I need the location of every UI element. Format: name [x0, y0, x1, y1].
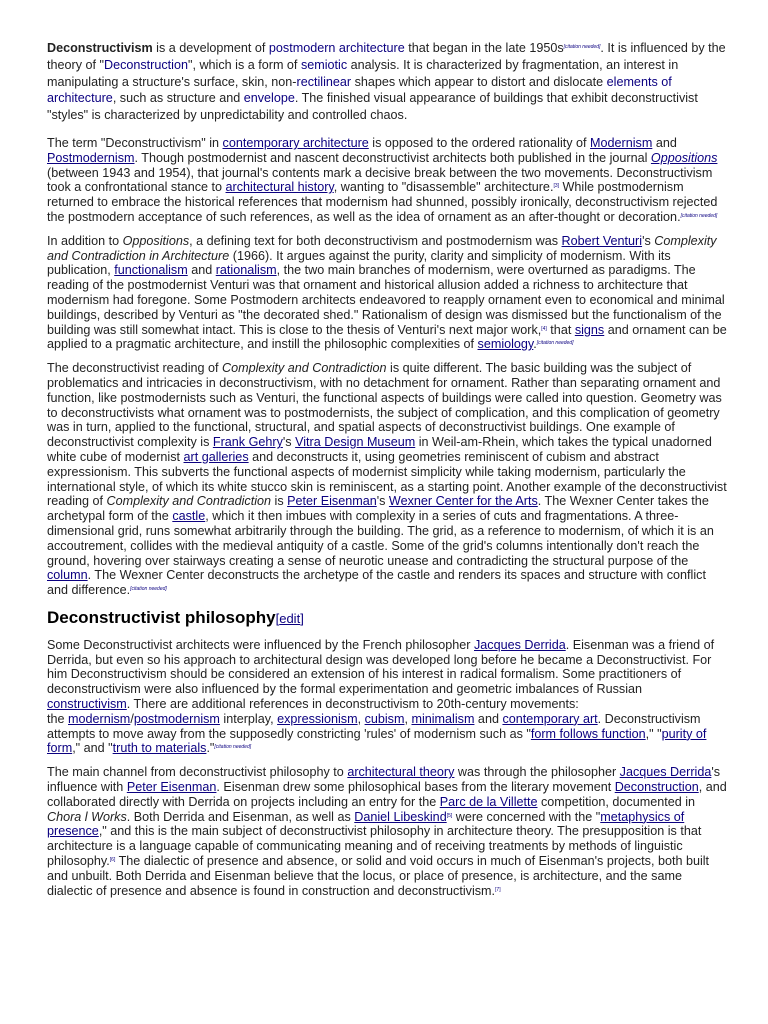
text-run: and ornament can be applied to a pragmatic architecture, and instill the philosophic complexities of [47, 322, 727, 352]
link-wexner-center[interactable]: Wexner Center for the Arts [388, 494, 538, 509]
article-term: Deconstructivism [47, 41, 153, 55]
text-run: , [357, 711, 365, 726]
text-run: is [271, 494, 288, 509]
link-cubism[interactable]: cubism [364, 711, 405, 726]
text-run: , the two main branches of modernism, were overturned as paradigms. The reading of the postmodernist Venturi was that ornament and historical allusion added a richness to architecture that modernism had foregone. Some Postmodern architects endeavored to reapply ornament even to economical and minimal buildings, described by Venturi as "the decorated shed." Rationalism of design was dismissed but the functionalism of the building was still somewhat intact. This is close to the thesis of Venturi's next major work, [47, 263, 725, 337]
link-robert-venturi[interactable]: Robert Venturi [561, 233, 643, 248]
citation-needed-tag[interactable]: [citation needed] [130, 586, 167, 593]
text-run: is opposed to the ordered rationality of [368, 135, 591, 150]
link-castle[interactable]: castle [172, 509, 206, 524]
text-run: . Eisenman was a friend of Derrida, but even so his approach to architectural design was developed long before he became a Deconstructivist. For him Deconstructivism should be considered an extension of his interest in radical formalism. Some practitioners of deconstructivism were also influenced by the formal experimentation and geometric imbalances of Russian [47, 637, 715, 697]
text-run: . Eisenman drew some philosophical bases from the literary movement [216, 780, 615, 795]
article-body [47, 40, 727, 907]
link-expressionism[interactable]: expressionism [277, 711, 358, 726]
link-contemporary-art[interactable]: contemporary art [502, 711, 598, 726]
reference-4[interactable]: [4] [541, 325, 547, 332]
citation-needed-tag[interactable]: [citation needed] [214, 744, 252, 751]
text-run: Some Deconstructivist architects were influenced by the French philosopher [47, 637, 474, 652]
text-run: the [47, 711, 69, 726]
link-metaphysics-of-presence[interactable]: metaphysics of presence [47, 809, 685, 839]
paragraph-deconstructivist-reading [47, 361, 727, 598]
text-run: analysis. It is characterized by fragmentation, an interest in manipulating a structure's surface, skin, non- [47, 57, 679, 89]
citation-needed-tag[interactable]: [citation needed] [680, 212, 718, 219]
text-run: is a development of [152, 41, 269, 55]
text-run: / [130, 711, 134, 726]
edit-label[interactable]: edit [279, 610, 301, 626]
link-daniel-libeskind[interactable]: Daniel Libeskind [354, 809, 447, 824]
text-run: (between 1943 and 1954), that journal's contents mark a decisive break between the two movements. Deconstructivism took a confrontational stance to [47, 165, 713, 195]
text-run: and [474, 711, 503, 726]
text-run: is quite different. The basic building was the subject of problematics and intricacies in deconstructivism, with no detachment for ornament. Rather than separating ornament and function, like postmodernists such as Venturi, the functional aspects of buildings were called into question. Geometry was to deconstructivists what ornament was to postmodernists, the subject of complication, and this complication of geometry was in turn, applied to the functional, structural, and spatial aspects of deconstructivist buildings. One example of deconstructivist complexity is [47, 361, 722, 450]
citation-needed-tag[interactable]: [citation needed] [563, 44, 601, 50]
link-parc-de-la-villette[interactable]: Parc de la Villette [439, 794, 538, 809]
link-purity-of-form[interactable]: purity of form [47, 726, 707, 756]
link-deconstruction[interactable]: Deconstruction [103, 57, 188, 72]
link-functionalism[interactable]: functionalism [114, 263, 188, 278]
text-run: . It is influenced by the theory of " [47, 41, 726, 72]
link-architectural-theory[interactable]: architectural theory [347, 765, 455, 780]
text-run: 's [642, 233, 655, 248]
link-jacques-derrida[interactable]: Jacques Derrida [474, 637, 566, 652]
text-run: 's influence with [47, 765, 721, 795]
text-run: interplay, [219, 711, 278, 726]
link-rectilinear[interactable]: rectilinear [296, 74, 352, 89]
text-run: ," " [645, 726, 662, 741]
text-run: , which it then imbues with complexity in a series of cuts and fragmentations. A three-dimensional grid, runs somewhat arbitrarily through the building. The grid, as a reference to modernism, of which it is an accoutrement, collides with the medieval antiquity of a castle. Some of the grid's columns intentionally don't reach the ground, hovering over stairways creating a sense of neurotic unease and contradicting the structural purpose of the [47, 509, 714, 568]
text-run: and deconstructs it, using geometries reminiscent of cubism and abstract expressionism. This subverts the functional aspects of modernist simplicity while taking modernism, particularly the international style, of which its white stucco skin is reminiscent, as a starting point. Another example of the deconstructivist reading of [47, 449, 727, 509]
link-modernism[interactable]: Modernism [590, 135, 653, 150]
link-rationalism[interactable]: rationalism [215, 263, 277, 278]
text-run: In addition to [47, 233, 123, 248]
link-semiotic[interactable]: semiotic [300, 57, 348, 72]
text-run: in Weil-am-Rhein, which takes the typical unadorned white cube of modernist [47, 435, 712, 464]
link-truth-to-materials[interactable]: truth to materials [112, 741, 207, 756]
paragraph-derrida-influence [47, 638, 727, 756]
text-run: . Both Derrida and Eisenman, as well as [126, 809, 355, 824]
section-heading [47, 607, 727, 630]
text-run: were concerned with the " [452, 809, 601, 824]
reference-5[interactable]: [5] [446, 812, 453, 819]
text-run: , wanting to "disassemble" architecture. [333, 180, 554, 195]
italic-title: Oppositions [122, 233, 190, 248]
link-semiology[interactable]: semiology [477, 337, 534, 352]
reference-6[interactable]: [6] [109, 857, 116, 864]
text-run: ," and this is the main subject of deconstructivist philosophy in architecture theory. The presupposition is that architecture is a language capable of communicating meaning and of receiving treatments by methods of linguistic philosophy. [47, 824, 702, 869]
edit-bracket: ] [300, 610, 304, 626]
text-run: The main channel from deconstructivist philosophy to [47, 765, 348, 780]
text-run: that [546, 322, 575, 337]
edit-section-link[interactable] [276, 611, 304, 626]
link-modernism[interactable]: modernism [68, 711, 131, 726]
text-run: and [652, 135, 677, 150]
text-run: that began in the late 1950s [404, 41, 564, 55]
text-run: shapes which appear to distort and dislocate [351, 74, 607, 89]
text-run: and [187, 263, 216, 278]
text-run: . Deconstructivism attempts to move away from the supposedly constricting 'rules' of modernism such as " [47, 711, 701, 741]
reference-3[interactable]: [3] [553, 183, 559, 190]
text-run: . Though postmodernist and nascent deconstructivist architects both published in the journal [134, 150, 651, 165]
text-run: , a defining text for both deconstructivism and postmodernism was [189, 233, 562, 248]
italic-title: Complexity and Contradiction in Architecture [47, 233, 717, 263]
text-run: was through the philosopher [454, 765, 620, 780]
text-run: . The Wexner Center deconstructs the archetype of the castle and renders its spaces and structure with conflict and difference. [47, 568, 706, 598]
paragraph-term-origin [47, 136, 727, 225]
link-jacques-derrida[interactable]: Jacques Derrida [619, 765, 712, 780]
text-run: . There are additional references in deconstructivism to 20th-century movements: [126, 697, 579, 712]
link-elements-of-architecture[interactable]: elements of architecture [47, 74, 672, 106]
text-run: ", which is a form of [187, 57, 301, 72]
text-run: ." [206, 741, 215, 756]
link-peter-eisenman[interactable]: Peter Eisenman [126, 780, 217, 795]
text-run: 's [282, 435, 296, 450]
italic-title: Chora l Works [47, 809, 127, 824]
text-run: , [404, 711, 412, 726]
text-run: The dialectic of presence and absence, or solid and void occurs in much of Eisenman's projects, both built and unbuilt. Both Derrida and Eisenman believe that the locus, or place of presence, is architecture, and the same dialectic of presence and absence is found in construction and deconstructivism. [47, 854, 710, 898]
intro-paragraph [47, 40, 727, 124]
text-run: . [533, 337, 537, 352]
text-run: ," and " [72, 741, 113, 756]
link-art-galleries[interactable]: art galleries [183, 449, 249, 464]
link-envelope[interactable]: envelope [243, 91, 295, 106]
link-signs[interactable]: signs [574, 322, 605, 337]
link-architectural-history[interactable]: architectural history [225, 180, 334, 195]
paragraph-main-channel [47, 765, 727, 898]
reference-7[interactable]: [7] [495, 886, 501, 893]
text-run: , and collaborated directly with Derrida on projects including an entry for the [47, 780, 727, 809]
edit-bracket: [ [275, 610, 280, 626]
text-run: The deconstructivist reading of [47, 361, 223, 376]
text-run: . The finished visual appearance of buildings that exhibit deconstructivist "styles" is characterized by unpredictability and controlled chaos. [47, 91, 698, 123]
paragraph-venturi [47, 234, 727, 352]
italic-title: Complexity and Contradiction [106, 494, 272, 509]
text-run: (1966). It argues against the purity, clarity and simplicity of modernism. With its publication, [47, 248, 671, 278]
section-title: Deconstructivist philosophy [47, 607, 276, 627]
link-constructivism[interactable]: constructivism [47, 697, 127, 712]
link-oppositions[interactable] [651, 151, 718, 165]
text-run: 's [376, 494, 389, 509]
link-column[interactable]: column [47, 568, 88, 583]
link-postmodernism[interactable]: Postmodernism [47, 150, 135, 165]
link-peter-eisenman[interactable]: Peter Eisenman [287, 494, 377, 509]
link-form-follows-function[interactable]: form follows function [530, 726, 646, 741]
text-run: While postmodernism returned to embrace the historical references that modernism had shunned, possibly ironically, deconstructivism rejected the postmodern acceptance of such references, as well as the idea of ornament as an after-thought or decoration. [47, 180, 718, 224]
link-postmodern-architecture[interactable]: postmodern architecture [268, 41, 405, 55]
link-postmodernism[interactable]: postmodernism [133, 711, 220, 726]
italic-title: Complexity and Contradiction [222, 361, 387, 376]
link-contemporary-architecture[interactable]: contemporary architecture [222, 135, 369, 150]
link-deconstruction[interactable]: Deconstruction [614, 780, 699, 795]
text-run: competition, documented in [537, 794, 696, 809]
text-run: The term "Deconstructivism" in [47, 135, 223, 150]
link-oppositions-label: Oppositions [650, 150, 718, 165]
link-vitra-design-museum[interactable]: Vitra Design Museum [295, 435, 416, 450]
link-frank-gehry[interactable]: Frank Gehry [212, 435, 283, 450]
text-run: . The Wexner Center takes the archetypal form of the [47, 494, 709, 524]
citation-needed-tag[interactable]: [citation needed] [536, 340, 574, 347]
text-run: , such as structure and [112, 91, 244, 106]
link-minimalism[interactable]: minimalism [411, 711, 475, 726]
